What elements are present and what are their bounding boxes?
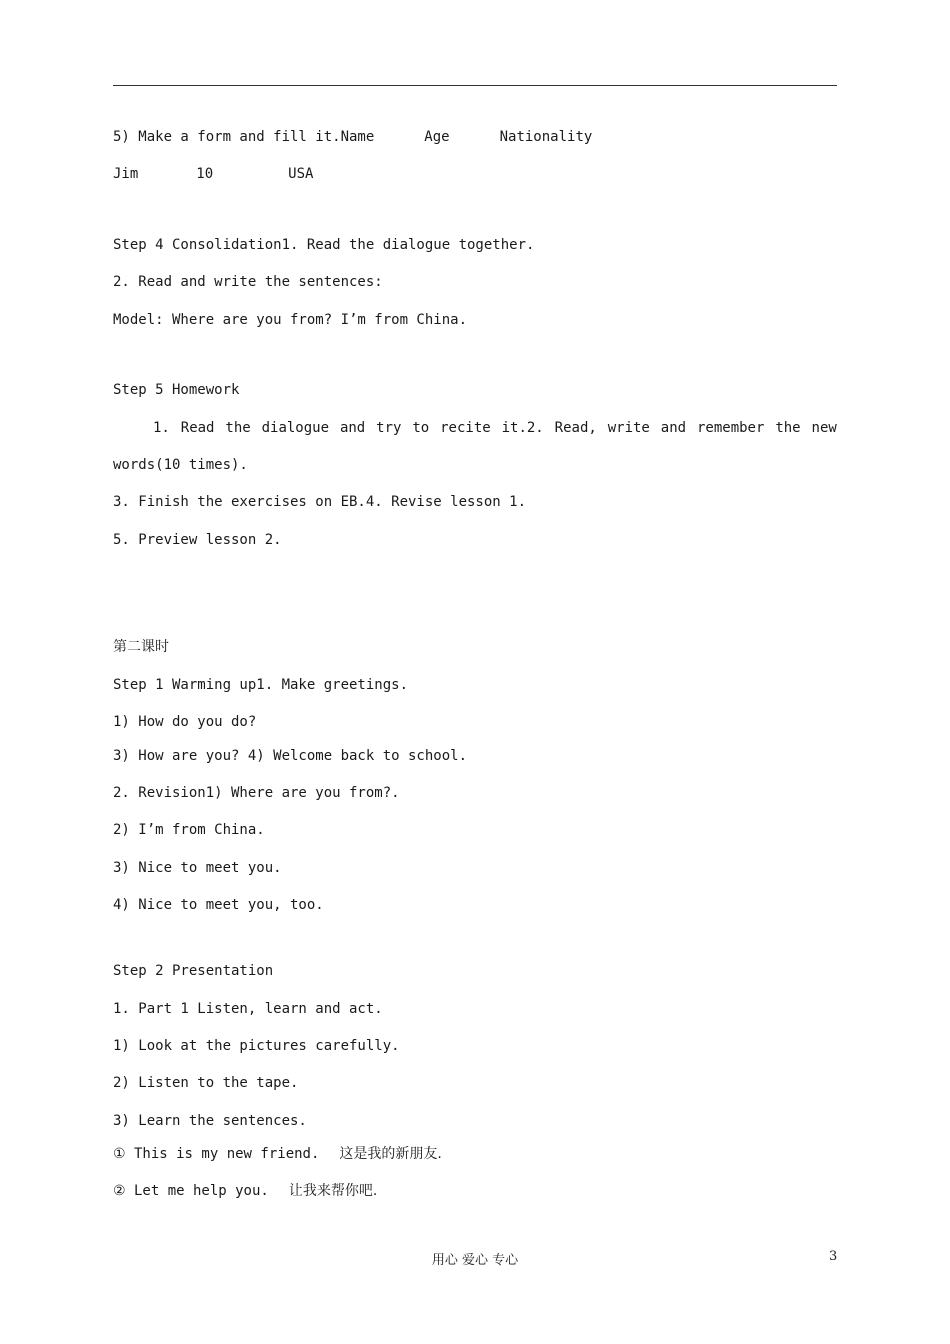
- step4-line: Step 4 Consolidation1. Read the dialogue together.: [113, 237, 535, 253]
- homework-word: new: [811, 420, 837, 436]
- form-instruction: 5) Make a form and fill it.Name: [113, 129, 375, 145]
- homework-word: dialogue: [261, 420, 330, 436]
- homework-word: try: [376, 420, 402, 436]
- col-age: Age: [424, 129, 450, 145]
- revision-3: 3) Nice to meet you.: [113, 860, 282, 876]
- model-line: Model: Where are you from? I’m from China.: [113, 312, 468, 328]
- step4-item2: 2. Read and write the sentences:: [113, 274, 383, 290]
- lesson2-heading: 第二课时: [113, 639, 169, 655]
- homework-word: it.2.: [501, 420, 544, 436]
- step2-heading: Step 2 Presentation: [113, 963, 274, 979]
- homework-item1-line: [113, 419, 837, 437]
- header-rule: [113, 85, 837, 86]
- sentence-2-en: ② Let me help you.: [113, 1183, 269, 1199]
- homework-word: write: [607, 420, 650, 436]
- revision-line: 2. Revision1) Where are you from?.: [113, 785, 400, 801]
- greeting-3-4: 3) How are you? 4) Welcome back to school.: [113, 748, 468, 764]
- homework-word: Read: [180, 420, 215, 436]
- page-footer: 用心 爱心 专心: [431, 1253, 519, 1268]
- cell-name: Jim: [113, 166, 139, 182]
- part1-step1: 1) Look at the pictures carefully.: [113, 1038, 400, 1054]
- homework-item5: 5. Preview lesson 2.: [113, 532, 282, 548]
- sentence-1-en: ① This is my new friend.: [113, 1146, 320, 1162]
- homework-word: and: [339, 420, 366, 436]
- homework-word: the: [775, 420, 801, 436]
- homework-item3: 3. Finish the exercises on EB.4. Revise lesson 1.: [113, 494, 527, 510]
- sentence-2-zh: 让我来帮你吧.: [288, 1183, 378, 1199]
- part1-line: 1. Part 1 Listen, learn and act.: [113, 1001, 383, 1017]
- part1-step3: 3) Learn the sentences.: [113, 1113, 307, 1129]
- sentence-1-zh: 这是我的新朋友.: [339, 1146, 442, 1162]
- homework-word: remember: [696, 420, 765, 436]
- revision-2: 2) I’m from China.: [113, 822, 265, 838]
- homework-word: the: [225, 420, 251, 436]
- form-row: [113, 165, 313, 183]
- step5-heading: Step 5 Homework: [113, 382, 240, 398]
- homework-word: recite: [440, 420, 491, 436]
- homework-word: and: [660, 420, 687, 436]
- homework-word: 1.: [153, 420, 170, 436]
- homework-word: to: [412, 420, 430, 436]
- homework-item1-cont: words(10 times).: [113, 457, 248, 473]
- cell-nationality: USA: [288, 166, 314, 182]
- greeting-1: 1) How do you do?: [113, 714, 257, 730]
- sentence-2: [113, 1182, 377, 1200]
- sentence-1: [113, 1145, 442, 1163]
- col-nationality: Nationality: [499, 129, 593, 145]
- revision-4: 4) Nice to meet you, too.: [113, 897, 324, 913]
- form-header-line: [113, 128, 592, 146]
- step1-line: Step 1 Warming up1. Make greetings.: [113, 677, 409, 693]
- part1-step2: 2) Listen to the tape.: [113, 1075, 299, 1091]
- cell-age: 10: [196, 166, 214, 182]
- homework-word: Read,: [554, 420, 597, 436]
- page-number: 3: [829, 1249, 838, 1264]
